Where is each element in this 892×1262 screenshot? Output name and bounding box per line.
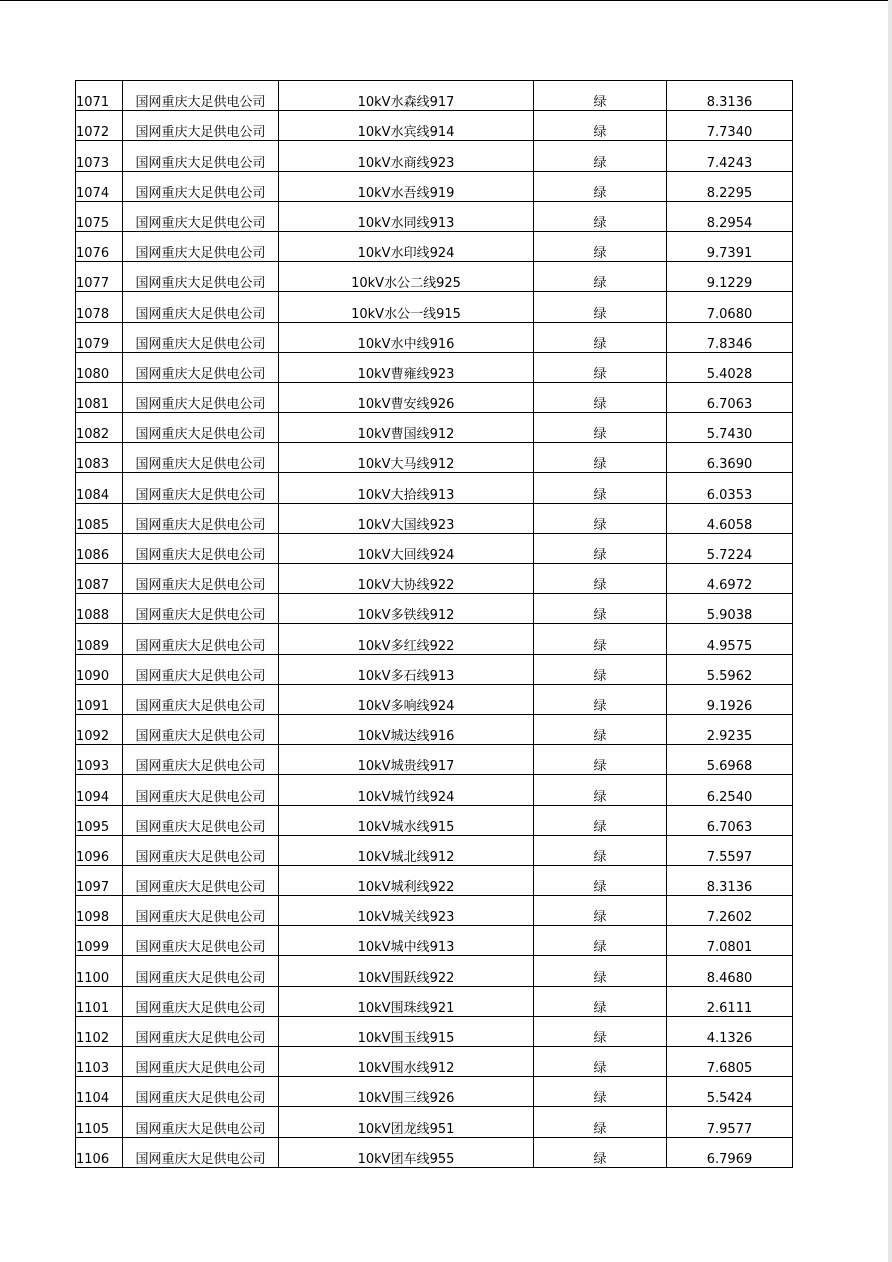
value-cell: 6.7063	[667, 382, 793, 412]
value-cell: 6.2540	[667, 775, 793, 805]
row-number: 1099	[76, 926, 123, 956]
company-cell: 国网重庆大足供电公司	[123, 111, 279, 141]
table-row	[76, 292, 793, 322]
company-cell: 国网重庆大足供电公司	[123, 684, 279, 714]
status-color-cell: 绿	[534, 443, 667, 473]
value-cell: 8.2295	[667, 171, 793, 201]
table-row	[76, 533, 793, 563]
status-color-cell: 绿	[534, 292, 667, 322]
value-cell: 6.0353	[667, 473, 793, 503]
company-cell: 国网重庆大足供电公司	[123, 413, 279, 443]
company-cell: 国网重庆大足供电公司	[123, 171, 279, 201]
status-color-cell: 绿	[534, 594, 667, 624]
status-color-cell: 绿	[534, 322, 667, 352]
value-cell: 8.3136	[667, 81, 793, 111]
row-number: 1075	[76, 201, 123, 231]
company-cell: 国网重庆大足供电公司	[123, 141, 279, 171]
company-cell: 国网重庆大足供电公司	[123, 231, 279, 261]
line-name-cell: 10kV水同线913	[279, 201, 534, 231]
value-cell: 9.7391	[667, 231, 793, 261]
status-color-cell: 绿	[534, 201, 667, 231]
status-color-cell: 绿	[534, 1137, 667, 1167]
value-cell: 8.2954	[667, 201, 793, 231]
row-number: 1079	[76, 322, 123, 352]
status-color-cell: 绿	[534, 714, 667, 744]
row-number: 1101	[76, 986, 123, 1016]
table-row	[76, 714, 793, 744]
status-color-cell: 绿	[534, 745, 667, 775]
row-number: 1094	[76, 775, 123, 805]
status-color-cell: 绿	[534, 533, 667, 563]
row-number: 1088	[76, 594, 123, 624]
row-number: 1104	[76, 1077, 123, 1107]
table-body	[76, 81, 793, 1168]
row-number: 1076	[76, 231, 123, 261]
table-row	[76, 564, 793, 594]
line-name-cell: 10kV水森线917	[279, 81, 534, 111]
row-number: 1095	[76, 805, 123, 835]
line-name-cell: 10kV围跃线922	[279, 956, 534, 986]
table-row	[76, 413, 793, 443]
line-name-cell: 10kV大马线912	[279, 443, 534, 473]
row-number: 1093	[76, 745, 123, 775]
line-name-cell: 10kV城达线916	[279, 714, 534, 744]
status-color-cell: 绿	[534, 1077, 667, 1107]
line-name-cell: 10kV曹安线926	[279, 382, 534, 412]
status-color-cell: 绿	[534, 141, 667, 171]
value-cell: 5.7430	[667, 413, 793, 443]
row-number: 1097	[76, 865, 123, 895]
table-row	[76, 775, 793, 805]
value-cell: 6.7063	[667, 805, 793, 835]
company-cell: 国网重庆大足供电公司	[123, 745, 279, 775]
line-name-cell: 10kV水印线924	[279, 231, 534, 261]
value-cell: 7.5597	[667, 835, 793, 865]
data-table	[75, 80, 793, 1168]
company-cell: 国网重庆大足供电公司	[123, 714, 279, 744]
table-row	[76, 141, 793, 171]
table-row	[76, 443, 793, 473]
page-right-edge	[888, 0, 892, 1262]
company-cell: 国网重庆大足供电公司	[123, 775, 279, 805]
value-cell: 4.6058	[667, 503, 793, 533]
line-name-cell: 10kV围珠线921	[279, 986, 534, 1016]
table-row	[76, 262, 793, 292]
company-cell: 国网重庆大足供电公司	[123, 1107, 279, 1137]
value-cell: 7.0801	[667, 926, 793, 956]
line-name-cell: 10kV多石线913	[279, 654, 534, 684]
value-cell: 7.0680	[667, 292, 793, 322]
row-number: 1102	[76, 1016, 123, 1046]
status-color-cell: 绿	[534, 352, 667, 382]
company-cell: 国网重庆大足供电公司	[123, 201, 279, 231]
status-color-cell: 绿	[534, 805, 667, 835]
status-color-cell: 绿	[534, 262, 667, 292]
value-cell: 7.2602	[667, 896, 793, 926]
row-number: 1091	[76, 684, 123, 714]
status-color-cell: 绿	[534, 1016, 667, 1046]
table-row	[76, 745, 793, 775]
row-number: 1086	[76, 533, 123, 563]
line-name-cell: 10kV团车线955	[279, 1137, 534, 1167]
table-row	[76, 1077, 793, 1107]
row-number: 1082	[76, 413, 123, 443]
row-number: 1073	[76, 141, 123, 171]
line-name-cell: 10kV围三线926	[279, 1077, 534, 1107]
line-name-cell: 10kV城利线922	[279, 865, 534, 895]
company-cell: 国网重庆大足供电公司	[123, 533, 279, 563]
line-name-cell: 10kV城水线915	[279, 805, 534, 835]
table-row	[76, 171, 793, 201]
status-color-cell: 绿	[534, 81, 667, 111]
table-row	[76, 231, 793, 261]
company-cell: 国网重庆大足供电公司	[123, 473, 279, 503]
value-cell: 5.7224	[667, 533, 793, 563]
company-cell: 国网重庆大足供电公司	[123, 443, 279, 473]
row-number: 1084	[76, 473, 123, 503]
company-cell: 国网重庆大足供电公司	[123, 896, 279, 926]
status-color-cell: 绿	[534, 171, 667, 201]
row-number: 1071	[76, 81, 123, 111]
value-cell: 5.9038	[667, 594, 793, 624]
table-row	[76, 473, 793, 503]
company-cell: 国网重庆大足供电公司	[123, 865, 279, 895]
line-name-cell: 10kV城中线913	[279, 926, 534, 956]
line-name-cell: 10kV水公二线925	[279, 262, 534, 292]
line-name-cell: 10kV多铁线912	[279, 594, 534, 624]
value-cell: 7.7340	[667, 111, 793, 141]
company-cell: 国网重庆大足供电公司	[123, 382, 279, 412]
row-number: 1087	[76, 564, 123, 594]
table-row	[76, 956, 793, 986]
company-cell: 国网重庆大足供电公司	[123, 926, 279, 956]
status-color-cell: 绿	[534, 624, 667, 654]
status-color-cell: 绿	[534, 926, 667, 956]
row-number: 1103	[76, 1047, 123, 1077]
line-name-cell: 10kV水商线923	[279, 141, 534, 171]
value-cell: 2.6111	[667, 986, 793, 1016]
value-cell: 5.5424	[667, 1077, 793, 1107]
company-cell: 国网重庆大足供电公司	[123, 1077, 279, 1107]
value-cell: 5.4028	[667, 352, 793, 382]
status-color-cell: 绿	[534, 986, 667, 1016]
status-color-cell: 绿	[534, 684, 667, 714]
value-cell: 7.9577	[667, 1107, 793, 1137]
value-cell: 7.6805	[667, 1047, 793, 1077]
line-name-cell: 10kV多响线924	[279, 684, 534, 714]
company-cell: 国网重庆大足供电公司	[123, 292, 279, 322]
table-row	[76, 896, 793, 926]
company-cell: 国网重庆大足供电公司	[123, 503, 279, 533]
line-name-cell: 10kV城贵线917	[279, 745, 534, 775]
table-row	[76, 1016, 793, 1046]
status-color-cell: 绿	[534, 231, 667, 261]
table-row	[76, 624, 793, 654]
line-name-cell: 10kV大拾线913	[279, 473, 534, 503]
row-number: 1096	[76, 835, 123, 865]
company-cell: 国网重庆大足供电公司	[123, 262, 279, 292]
status-color-cell: 绿	[534, 413, 667, 443]
table-row	[76, 1137, 793, 1167]
value-cell: 7.4243	[667, 141, 793, 171]
status-color-cell: 绿	[534, 956, 667, 986]
value-cell: 5.5962	[667, 654, 793, 684]
table-row	[76, 835, 793, 865]
row-number: 1106	[76, 1137, 123, 1167]
status-color-cell: 绿	[534, 503, 667, 533]
line-name-cell: 10kV城北线912	[279, 835, 534, 865]
company-cell: 国网重庆大足供电公司	[123, 1016, 279, 1046]
table-row	[76, 352, 793, 382]
value-cell: 9.1926	[667, 684, 793, 714]
row-number: 1078	[76, 292, 123, 322]
status-color-cell: 绿	[534, 775, 667, 805]
table-row	[76, 594, 793, 624]
value-cell: 2.9235	[667, 714, 793, 744]
company-cell: 国网重庆大足供电公司	[123, 352, 279, 382]
company-cell: 国网重庆大足供电公司	[123, 81, 279, 111]
table-row	[76, 81, 793, 111]
company-cell: 国网重庆大足供电公司	[123, 805, 279, 835]
value-cell: 8.4680	[667, 956, 793, 986]
table-row	[76, 684, 793, 714]
value-cell: 7.8346	[667, 322, 793, 352]
line-name-cell: 10kV大回线924	[279, 533, 534, 563]
line-name-cell: 10kV团龙线951	[279, 1107, 534, 1137]
table-row	[76, 654, 793, 684]
line-name-cell: 10kV大国线923	[279, 503, 534, 533]
row-number: 1105	[76, 1107, 123, 1137]
value-cell: 4.1326	[667, 1016, 793, 1046]
table-row	[76, 322, 793, 352]
value-cell: 4.9575	[667, 624, 793, 654]
status-color-cell: 绿	[534, 865, 667, 895]
status-color-cell: 绿	[534, 382, 667, 412]
row-number: 1100	[76, 956, 123, 986]
status-color-cell: 绿	[534, 1047, 667, 1077]
status-color-cell: 绿	[534, 111, 667, 141]
line-name-cell: 10kV水公一线915	[279, 292, 534, 322]
line-name-cell: 10kV曹雍线923	[279, 352, 534, 382]
row-number: 1092	[76, 714, 123, 744]
company-cell: 国网重庆大足供电公司	[123, 956, 279, 986]
line-name-cell: 10kV围玉线915	[279, 1016, 534, 1046]
status-color-cell: 绿	[534, 564, 667, 594]
value-cell: 6.7969	[667, 1137, 793, 1167]
table-row	[76, 111, 793, 141]
row-number: 1080	[76, 352, 123, 382]
row-number: 1072	[76, 111, 123, 141]
status-color-cell: 绿	[534, 1107, 667, 1137]
table-row	[76, 1107, 793, 1137]
table-row	[76, 503, 793, 533]
row-number: 1098	[76, 896, 123, 926]
table-row	[76, 865, 793, 895]
company-cell: 国网重庆大足供电公司	[123, 654, 279, 684]
company-cell: 国网重庆大足供电公司	[123, 835, 279, 865]
company-cell: 国网重庆大足供电公司	[123, 986, 279, 1016]
status-color-cell: 绿	[534, 835, 667, 865]
status-color-cell: 绿	[534, 896, 667, 926]
company-cell: 国网重庆大足供电公司	[123, 624, 279, 654]
table-row	[76, 201, 793, 231]
company-cell: 国网重庆大足供电公司	[123, 594, 279, 624]
table-row	[76, 1047, 793, 1077]
table-row	[76, 986, 793, 1016]
table-row	[76, 382, 793, 412]
company-cell: 国网重庆大足供电公司	[123, 322, 279, 352]
row-number: 1083	[76, 443, 123, 473]
line-name-cell: 10kV城竹线924	[279, 775, 534, 805]
status-color-cell: 绿	[534, 654, 667, 684]
row-number: 1089	[76, 624, 123, 654]
company-cell: 国网重庆大足供电公司	[123, 1047, 279, 1077]
table-row	[76, 926, 793, 956]
value-cell: 9.1229	[667, 262, 793, 292]
row-number: 1077	[76, 262, 123, 292]
company-cell: 国网重庆大足供电公司	[123, 564, 279, 594]
row-number: 1085	[76, 503, 123, 533]
line-name-cell: 10kV城关线923	[279, 896, 534, 926]
line-name-cell: 10kV多红线922	[279, 624, 534, 654]
line-name-cell: 10kV曹国线912	[279, 413, 534, 443]
row-number: 1074	[76, 171, 123, 201]
page-top-border	[0, 0, 892, 1]
line-name-cell: 10kV围水线912	[279, 1047, 534, 1077]
line-name-cell: 10kV大协线922	[279, 564, 534, 594]
status-color-cell: 绿	[534, 473, 667, 503]
line-name-cell: 10kV水宾线914	[279, 111, 534, 141]
line-name-cell: 10kV水吾线919	[279, 171, 534, 201]
value-cell: 5.6968	[667, 745, 793, 775]
line-name-cell: 10kV水中线916	[279, 322, 534, 352]
row-number: 1090	[76, 654, 123, 684]
company-cell: 国网重庆大足供电公司	[123, 1137, 279, 1167]
value-cell: 6.3690	[667, 443, 793, 473]
row-number: 1081	[76, 382, 123, 412]
value-cell: 4.6972	[667, 564, 793, 594]
table-row	[76, 805, 793, 835]
value-cell: 8.3136	[667, 865, 793, 895]
